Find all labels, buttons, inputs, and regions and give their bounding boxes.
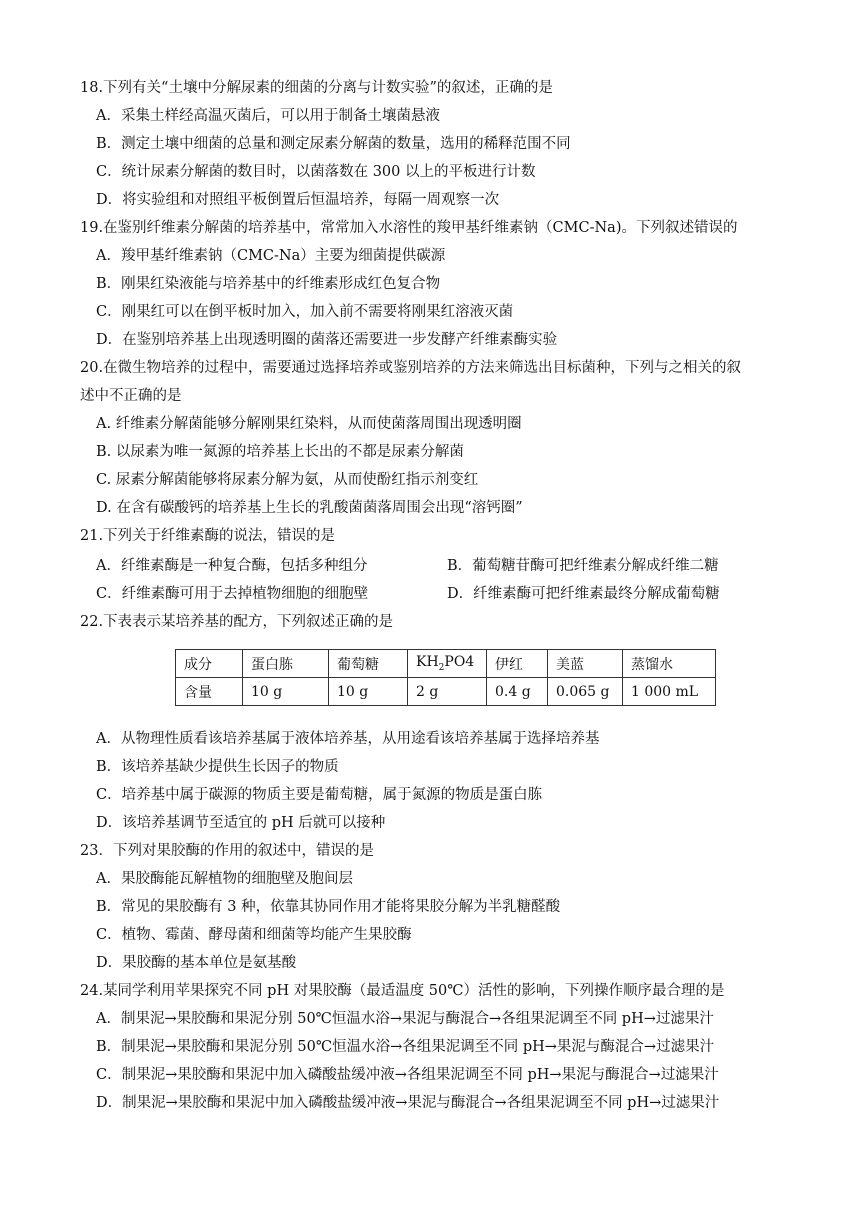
table-row <box>176 678 716 706</box>
question-22-option-c: C．培养基中属于碳源的物质主要是葡萄糖，属于氮源的物质是蛋白胨 <box>96 787 543 803</box>
question-20-stem-line1: 20.在微生物培养的过程中，需要通过选择培养或鉴别培养的方法来筛选出目标菌种，下列与之相关的叙 <box>80 360 742 376</box>
table-cell: 0.065 g <box>548 678 623 706</box>
question-23-option-a: A．果胶酶能瓦解植物的细胞壁及胞间层 <box>96 871 353 887</box>
kh2po4-kh: KH <box>416 654 439 671</box>
question-20-option-b: B. 以尿素为唯一氮源的培养基上长出的不都是尿素分解菌 <box>96 444 464 460</box>
question-21-stem: 21.下列关于纤维素酶的说法，错误的是 <box>80 528 336 544</box>
table-header-cell: 成分 <box>176 650 243 678</box>
question-22-stem: 22.下表表示某培养基的配方，下列叙述正确的是 <box>80 614 394 630</box>
table-header-cell: 伊红 <box>487 650 548 678</box>
question-24-option-b: B．制果泥→果胶酶和果泥分别 50℃恒温水浴→各组果泥调至不同 pH→果泥与酶混合→过滤果汁 <box>96 1039 715 1055</box>
table-cell: 10 g <box>329 678 408 706</box>
question-23-option-d: D．果胶酶的基本单位是氨基酸 <box>96 955 297 971</box>
question-21-option-c: C．纤维素酶可用于去掉植物细胞的细胞壁 <box>96 586 369 602</box>
question-24-option-c: C．制果泥→果胶酶和果泥中加入磷酸盐缓冲液→各组果泥调至不同 pH→果泥与酶混合→过滤果汁 <box>96 1067 719 1083</box>
table-row <box>176 650 716 678</box>
kh2po4-subscript: 2 <box>438 662 445 673</box>
question-21-option-a: A．纤维素酶是一种复合酶，包括多种组分 <box>96 558 368 574</box>
question-19-option-a: A．羧甲基纤维素钠（CMC-Na）主要为细菌提供碳源 <box>96 248 446 264</box>
table-header-cell: 葡萄糖 <box>329 650 408 678</box>
question-18-option-d: D．将实验组和对照组平板倒置后恒温培养，每隔一周观察一次 <box>96 192 500 208</box>
question-18-option-a: A．采集土样经高温灭菌后，可以用于制备土壤菌悬液 <box>96 108 440 124</box>
table-cell: 2 g <box>408 678 487 706</box>
question-19-option-d: D．在鉴别培养基上出现透明圈的菌落还需要进一步发酵产纤维素酶实验 <box>96 332 558 348</box>
question-22-option-b: B．该培养基缺少提供生长因子的物质 <box>96 759 339 775</box>
table-header-cell: 蛋白胨 <box>243 650 329 678</box>
table-cell: 10 g <box>243 678 329 706</box>
table-header-cell <box>408 650 487 678</box>
table-cell: 0.4 g <box>487 678 548 706</box>
question-23-option-b: B．常见的果胶酶有 3 种，依靠其协同作用才能将果胶分解为半乳糖醛酸 <box>96 899 561 915</box>
question-18-option-c: C．统计尿素分解菌的数目时，以菌落数在 300 以上的平板进行计数 <box>96 164 536 180</box>
kh2po4-po4: PO4 <box>444 654 475 671</box>
question-19-option-b: B．刚果红染液能与培养基中的纤维素形成红色复合物 <box>96 276 441 292</box>
medium-recipe-table <box>175 649 716 706</box>
question-18-option-b: B．测定土壤中细菌的总量和测定尿素分解菌的数量，选用的稀释范围不同 <box>96 136 571 152</box>
question-19-stem: 19.在鉴别纤维素分解菌的培养基中，常常加入水溶性的羧甲基纤维素钠（CMC-Na)。下列叙述错误的 <box>80 220 738 236</box>
table-cell: 1 000 mL <box>623 678 716 706</box>
question-24-stem: 24.某同学利用苹果探究不同 pH 对果胶酶（最适温度 50℃）活性的影响，下列操作顺序最合理的是 <box>80 983 725 999</box>
question-20-option-c: C. 尿素分解菌能够将尿素分解为氨，从而使酚红指示剂变红 <box>96 472 479 488</box>
question-24-option-a: A．制果泥→果胶酶和果泥分别 50℃恒温水浴→果泥与酶混合→各组果泥调至不同 pH→过滤果汁 <box>96 1011 714 1027</box>
question-20-stem-line2: 述中不正确的是 <box>80 388 182 404</box>
question-19-option-c: C．刚果红可以在倒平板时加入，加入前不需要将刚果红溶液灭菌 <box>96 304 514 320</box>
question-22-option-a: A．从物理性质看该培养基属于液体培养基，从用途看该培养基属于选择培养基 <box>96 731 600 747</box>
question-21-option-d: D．纤维素酶可把纤维素最终分解成葡萄糖 <box>447 586 720 602</box>
question-20-option-d: D. 在含有碳酸钙的培养基上生长的乳酸菌菌落周围会出现“溶钙圈” <box>96 500 523 516</box>
question-24-option-d: D．制果泥→果胶酶和果泥中加入磷酸盐缓冲液→果泥与酶混合→各组果泥调至不同 pH→过滤果汁 <box>96 1095 720 1111</box>
table-header-cell: 蒸馏水 <box>623 650 716 678</box>
question-23-option-c: C．植物、霉菌、酵母菌和细菌等均能产生果胶酶 <box>96 927 412 943</box>
question-22-option-d: D．该培养基调节至适宜的 pH 后就可以接种 <box>96 815 386 831</box>
question-21-option-b: B．葡萄糖苷酶可把纤维素分解成纤维二糖 <box>447 558 719 574</box>
question-23-stem: 23．下列对果胶酶的作用的叙述中，错误的是 <box>80 843 374 859</box>
table-header-cell: 美蓝 <box>548 650 623 678</box>
table-cell: 含量 <box>176 678 243 706</box>
question-20-option-a: A. 纤维素分解菌能够分解刚果红染料，从而使菌落周围出现透明圈 <box>96 416 522 432</box>
question-18-stem: 18.下列有关“土壤中分解尿素的细菌的分离与计数实验”的叙述，正确的是 <box>80 80 553 96</box>
